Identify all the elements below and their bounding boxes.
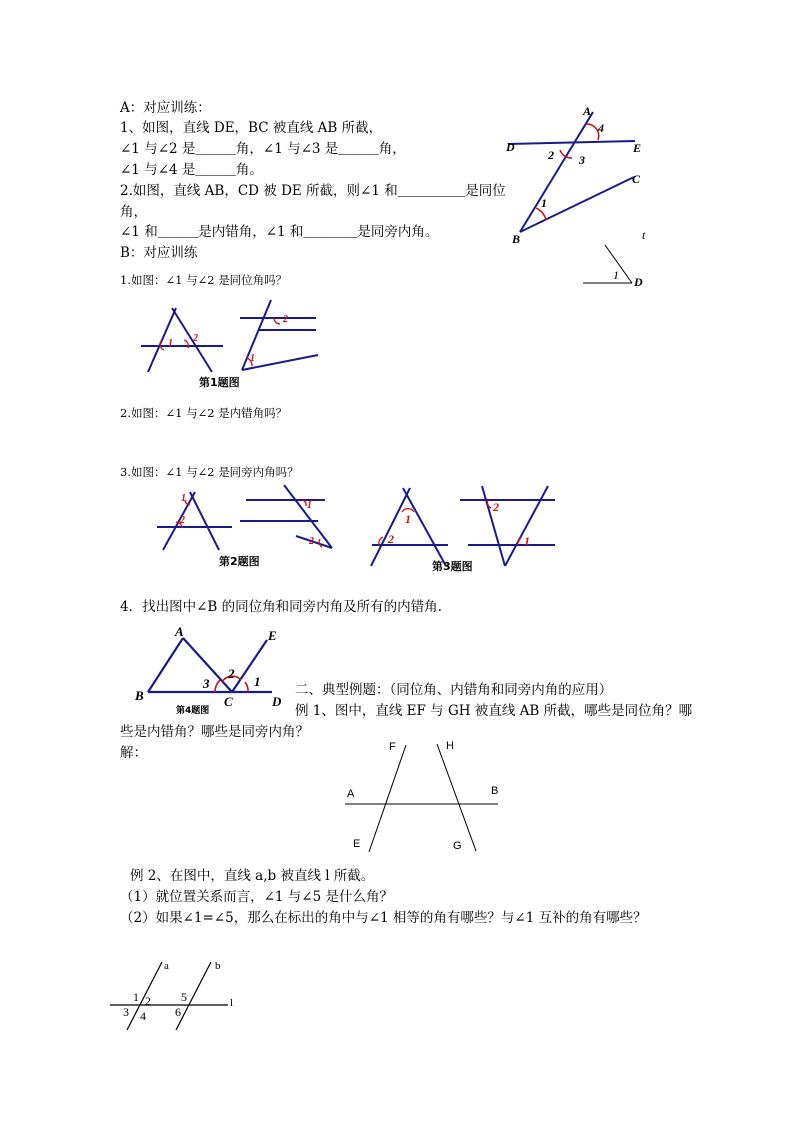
ex2-label-2: 2 (145, 994, 151, 1008)
question-b2: 2.如图：∠1 与∠2 是内错角吗？ (120, 406, 288, 420)
fig2-label-1: 1 (181, 493, 186, 504)
section-2-heading: 二、典型例题：（同位角、内错角和同旁内角的应用） (295, 682, 613, 698)
example-2-line3: （2）如果∠1=∠5，那么在标出的角中与∠1 相等的角有哪些？与∠1 互补的角有哪些？ (120, 910, 647, 926)
ex2-label-5: 5 (181, 990, 187, 1004)
question-a2-line1: 2.如图，直线 AB，CD 被 DE 所截，则∠1 和＿＿＿＿＿是同位 (120, 183, 506, 199)
ex2-label-1: 1 (133, 990, 139, 1004)
ex2-label-a: a (164, 960, 169, 972)
fig3-caption: 第3题图 (432, 560, 473, 573)
label-3: 3 (579, 153, 585, 167)
question-a1-line1: 1、如图，直线 DE，BC 被直线 AB 所截， (120, 120, 383, 136)
fig4-label-e: E (268, 628, 277, 643)
fig1-label-1: 1 (168, 338, 173, 349)
ex1-label-a: A (347, 788, 355, 800)
question-a1-line2: ∠1 与∠2 是＿＿＿角，∠1 与∠3 是＿＿＿角， (120, 141, 406, 157)
section-b-heading: B：对应训练 (120, 245, 198, 261)
solution-label: 解： (120, 745, 147, 761)
fig3-label-1: 1 (405, 512, 411, 526)
question-b1: 1.如图：∠1 与∠2 是同位角吗？ (120, 273, 288, 287)
ex1-label-g: G (453, 840, 462, 852)
fig1-label-1b: 1 (250, 353, 255, 364)
question-a2-line3: ∠1 和＿＿＿是内错角，∠1 和＿＿＿＿是同旁内角。 (120, 224, 439, 240)
question-b3: 3.如图：∠1 与∠2 是同旁内角吗？ (120, 465, 299, 479)
fig4-label-a: A (175, 624, 184, 639)
label-2: 2 (548, 148, 554, 162)
label-1: 1 (541, 196, 547, 210)
ex1-label-h: H (446, 740, 454, 752)
label-c: C (632, 172, 641, 186)
question-b4: 4．找出图中∠B 的同位角和同旁内角及所有的内错角. (120, 599, 442, 615)
fig2-label-2b: 2 (309, 536, 314, 547)
ex2-label-6: 6 (175, 1005, 181, 1019)
fig2-caption: 第2题图 (219, 555, 260, 568)
question-a2-line2: 角， (120, 204, 147, 220)
label-b: B (512, 232, 521, 246)
ex1-label-f: F (389, 741, 396, 753)
example-1-line1: 例 1、图中，直线 EF 与 GH 被直线 AB 所截，哪些是同位角？哪 (295, 703, 693, 719)
fig1-label-2: 2 (193, 333, 198, 344)
ex2-label-l: l (230, 997, 234, 1009)
ex1-label-b: B (491, 785, 499, 797)
fig1-caption: 第1题图 (199, 376, 240, 389)
label-small-1: 1 (613, 268, 619, 282)
example-2-line1: 例 2、在图中，直线 a,b 被直线 l 所截。 (130, 868, 375, 884)
ex2-label-b: b (215, 960, 221, 972)
fig4-label-2: 2 (228, 666, 235, 681)
fig4-label-1: 1 (254, 674, 261, 689)
fig2-label-2: 2 (180, 515, 185, 526)
fig4-label-b: B (135, 688, 144, 703)
example-1-line2: 些是内错角？哪些是同旁内角？ (120, 724, 309, 740)
ex1-label-e: E (353, 838, 361, 850)
label-e: E (633, 141, 642, 155)
label-d: D (506, 140, 515, 154)
question-a1-line3: ∠1 与∠4 是＿＿＿角。 (120, 162, 263, 178)
section-a-heading: A：对应训练： (120, 100, 211, 116)
fig1-label-2b: 2 (283, 314, 288, 325)
fig3-label-2b: 2 (493, 500, 499, 514)
label-t: t (642, 228, 646, 242)
fig3-label-2: 2 (388, 532, 394, 546)
fig4-label-3: 3 (203, 676, 210, 691)
label-small-d: D (634, 275, 643, 289)
fig4-caption: 第4题图 (176, 706, 210, 716)
label-a: A (583, 104, 592, 118)
example-2-line2: （1）就位置关系而言，∠1 与∠5 是什么角？ (120, 889, 393, 905)
fig4-label-c: C (224, 694, 233, 709)
ex2-label-4: 4 (140, 1009, 146, 1023)
ex2-label-3: 3 (123, 1005, 129, 1019)
fig2-label-1b: 1 (307, 500, 312, 511)
fig4-label-d: D (272, 694, 282, 709)
fig3-label-1b: 1 (524, 534, 530, 548)
label-4: 4 (598, 121, 604, 135)
